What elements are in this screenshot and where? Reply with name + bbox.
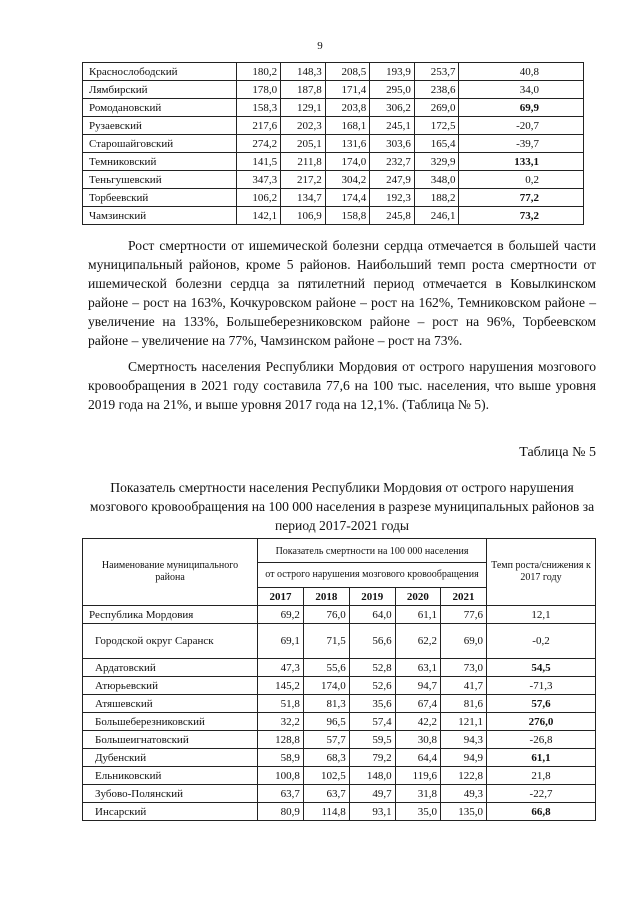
table-row — [83, 749, 596, 767]
value-cell: 68,3 — [303, 749, 349, 767]
value-cell: 217,6 — [236, 117, 281, 135]
value-cell: 62,2 — [395, 624, 440, 659]
year-header: 2019 — [349, 588, 395, 606]
value-cell: 94,9 — [441, 749, 487, 767]
value-cell: 217,2 — [281, 171, 326, 189]
table-row — [83, 63, 584, 81]
growth-rate-cell: 40,8 — [459, 63, 584, 81]
district-name: Чамзинский — [83, 207, 237, 225]
growth-rate-cell: 66,8 — [487, 803, 596, 821]
value-cell: 52,6 — [349, 677, 395, 695]
value-cell: 306,2 — [370, 99, 415, 117]
value-cell: 174,0 — [303, 677, 349, 695]
table-row — [83, 153, 584, 171]
value-cell: 51,8 — [258, 695, 304, 713]
value-cell: 329,9 — [414, 153, 459, 171]
district-name: Дубенский — [83, 749, 258, 767]
growth-rate-cell: 77,2 — [459, 189, 584, 207]
district-name: Зубово-Полянский — [83, 785, 258, 803]
value-cell: 55,6 — [303, 659, 349, 677]
value-cell: 121,1 — [441, 713, 487, 731]
value-cell: 348,0 — [414, 171, 459, 189]
value-cell: 67,4 — [395, 695, 440, 713]
value-cell: 56,6 — [349, 624, 395, 659]
value-cell: 148,3 — [281, 63, 326, 81]
paragraph-ihd: Рост смертности от ишемической болезни сердца отмечается в большей части муниципальный районов, кроме 5 районов. Наибольший темп роста смертности от ишемической болезни сердца за пятилетний период отмечается в Ковылкинском районе – рост на 163%, Кочкуровском районе – рост на 162%, Темниковском районе – увеличение на 133%, Большеберезниковском районе – рост на 96%, Торбеевском районе – увеличение на 77%, Чамзинском районе – рост на 73%. — [88, 238, 596, 348]
value-cell: 49,3 — [441, 785, 487, 803]
value-cell: 178,0 — [236, 81, 281, 99]
district-name: Большеберезниковский — [83, 713, 258, 731]
value-cell: 57,4 — [349, 713, 395, 731]
table-row — [83, 695, 596, 713]
table-row — [83, 171, 584, 189]
value-cell: 69,1 — [258, 624, 304, 659]
value-cell: 135,0 — [441, 803, 487, 821]
value-cell: 76,0 — [303, 606, 349, 624]
table-row — [83, 731, 596, 749]
paragraph-stroke: Смертность населения Республики Мордовия от острого нарушения мозгового кровообращения в 2021 году составила 77,6 на 100 тыс. населения, что выше уровня 2019 года на 21%, и выше уровня 2017 года на 12,1%. (Таблица № 5). — [88, 359, 596, 412]
table-5-body — [83, 606, 596, 821]
growth-rate-cell: 57,6 — [487, 695, 596, 713]
district-name: Ромодановский — [83, 99, 237, 117]
district-name: Рузаевский — [83, 117, 237, 135]
table-row — [83, 803, 596, 821]
value-cell: 59,5 — [349, 731, 395, 749]
value-cell: 245,8 — [370, 207, 415, 225]
value-cell: 303,6 — [370, 135, 415, 153]
value-cell: 35,6 — [349, 695, 395, 713]
district-name: Старошайговский — [83, 135, 237, 153]
table-row — [83, 785, 596, 803]
table-row — [83, 767, 596, 785]
growth-rate-cell: 69,9 — [459, 99, 584, 117]
value-cell: 208,5 — [325, 63, 370, 81]
district-name: Торбеевский — [83, 189, 237, 207]
value-cell: 69,0 — [441, 624, 487, 659]
value-cell: 106,9 — [281, 207, 326, 225]
table-title: Показатель смертности населения Республики Мордовия от острого нарушения мозгового кровообращения на 100 000 населения в разрезе муниципальных районов за период 2017-2021 годы — [89, 480, 595, 533]
growth-rate-cell: 12,1 — [487, 606, 596, 624]
mortality-table-continued — [82, 62, 584, 225]
value-cell: 253,7 — [414, 63, 459, 81]
value-cell: 96,5 — [303, 713, 349, 731]
value-cell: 232,7 — [370, 153, 415, 171]
growth-rate-cell: -0,2 — [487, 624, 596, 659]
value-cell: 122,8 — [441, 767, 487, 785]
district-name: Темниковский — [83, 153, 237, 171]
value-cell: 145,2 — [258, 677, 304, 695]
value-cell: 64,4 — [395, 749, 440, 767]
value-cell: 174,4 — [325, 189, 370, 207]
value-cell: 100,8 — [258, 767, 304, 785]
value-cell: 148,0 — [349, 767, 395, 785]
col-header-rate: Показатель смертности на 100 000 населения — [258, 539, 487, 563]
value-cell: 192,3 — [370, 189, 415, 207]
value-cell: 106,2 — [236, 189, 281, 207]
growth-rate-cell: -39,7 — [459, 135, 584, 153]
value-cell: 247,9 — [370, 171, 415, 189]
value-cell: 81,3 — [303, 695, 349, 713]
table-row — [83, 606, 596, 624]
table-5 — [82, 538, 596, 821]
value-cell: 102,5 — [303, 767, 349, 785]
table-body-continued — [83, 63, 584, 225]
value-cell: 32,2 — [258, 713, 304, 731]
year-header: 2020 — [395, 588, 440, 606]
value-cell: 61,1 — [395, 606, 440, 624]
value-cell: 31,8 — [395, 785, 440, 803]
value-cell: 64,0 — [349, 606, 395, 624]
value-cell: 52,8 — [349, 659, 395, 677]
value-cell: 58,9 — [258, 749, 304, 767]
table-row — [83, 677, 596, 695]
value-cell: 114,8 — [303, 803, 349, 821]
year-header: 2018 — [303, 588, 349, 606]
district-name: Ардатовский — [83, 659, 258, 677]
table-row — [83, 713, 596, 731]
growth-rate-cell: 276,0 — [487, 713, 596, 731]
value-cell: 165,4 — [414, 135, 459, 153]
growth-rate-cell: 73,2 — [459, 207, 584, 225]
district-name: Атяшевский — [83, 695, 258, 713]
value-cell: 94,7 — [395, 677, 440, 695]
value-cell: 142,1 — [236, 207, 281, 225]
district-name: Инсарский — [83, 803, 258, 821]
growth-rate-cell: -26,8 — [487, 731, 596, 749]
growth-rate-cell: 133,1 — [459, 153, 584, 171]
value-cell: 63,1 — [395, 659, 440, 677]
page-number: 9 — [317, 40, 323, 52]
year-header: 2021 — [441, 588, 487, 606]
value-cell: 79,2 — [349, 749, 395, 767]
growth-rate-cell: 0,2 — [459, 171, 584, 189]
value-cell: 168,1 — [325, 117, 370, 135]
value-cell: 71,5 — [303, 624, 349, 659]
value-cell: 238,6 — [414, 81, 459, 99]
table-row — [83, 99, 584, 117]
growth-rate-cell: -22,7 — [487, 785, 596, 803]
growth-rate-cell: -71,3 — [487, 677, 596, 695]
value-cell: 80,9 — [258, 803, 304, 821]
col-header-cause: от острого нарушения мозгового кровообращения — [258, 563, 487, 588]
value-cell: 188,2 — [414, 189, 459, 207]
value-cell: 295,0 — [370, 81, 415, 99]
value-cell: 129,1 — [281, 99, 326, 117]
value-cell: 42,2 — [395, 713, 440, 731]
table-row — [83, 135, 584, 153]
value-cell: 69,2 — [258, 606, 304, 624]
value-cell: 63,7 — [303, 785, 349, 803]
value-cell: 202,3 — [281, 117, 326, 135]
district-name: Городской округ Саранск — [83, 624, 258, 659]
table-row — [83, 624, 596, 659]
value-cell: 203,8 — [325, 99, 370, 117]
value-cell: 35,0 — [395, 803, 440, 821]
district-name: Республика Мордовия — [83, 606, 258, 624]
value-cell: 187,8 — [281, 81, 326, 99]
value-cell: 246,1 — [414, 207, 459, 225]
value-cell: 245,1 — [370, 117, 415, 135]
col-header-name: Наименование муниципального района — [83, 539, 258, 606]
value-cell: 93,1 — [349, 803, 395, 821]
value-cell: 57,7 — [303, 731, 349, 749]
growth-rate-cell: 21,8 — [487, 767, 596, 785]
table-row — [83, 189, 584, 207]
district-name: Ельниковский — [83, 767, 258, 785]
growth-rate-cell: 54,5 — [487, 659, 596, 677]
year-header: 2017 — [258, 588, 304, 606]
col-header-temp: Темп роста/снижения к 2017 году — [487, 539, 596, 606]
growth-rate-cell: 61,1 — [487, 749, 596, 767]
value-cell: 174,0 — [325, 153, 370, 171]
value-cell: 158,8 — [325, 207, 370, 225]
value-cell: 193,9 — [370, 63, 415, 81]
value-cell: 63,7 — [258, 785, 304, 803]
district-name: Атюрьевский — [83, 677, 258, 695]
value-cell: 141,5 — [236, 153, 281, 171]
growth-rate-cell: 34,0 — [459, 81, 584, 99]
growth-rate-cell: -20,7 — [459, 117, 584, 135]
value-cell: 128,8 — [258, 731, 304, 749]
value-cell: 49,7 — [349, 785, 395, 803]
value-cell: 171,4 — [325, 81, 370, 99]
value-cell: 41,7 — [441, 677, 487, 695]
table-label: Таблица № 5 — [519, 445, 596, 460]
value-cell: 304,2 — [325, 171, 370, 189]
value-cell: 30,8 — [395, 731, 440, 749]
value-cell: 158,3 — [236, 99, 281, 117]
table-row — [83, 117, 584, 135]
district-name: Теньгушевский — [83, 171, 237, 189]
table-row — [83, 659, 596, 677]
district-name: Краснослободский — [83, 63, 237, 81]
value-cell: 180,2 — [236, 63, 281, 81]
table-row — [83, 207, 584, 225]
district-name: Большеигнатовский — [83, 731, 258, 749]
value-cell: 274,2 — [236, 135, 281, 153]
value-cell: 81,6 — [441, 695, 487, 713]
value-cell: 172,5 — [414, 117, 459, 135]
table-row — [83, 81, 584, 99]
value-cell: 77,6 — [441, 606, 487, 624]
value-cell: 73,0 — [441, 659, 487, 677]
value-cell: 211,8 — [281, 153, 326, 171]
district-name: Лямбирский — [83, 81, 237, 99]
value-cell: 205,1 — [281, 135, 326, 153]
value-cell: 131,6 — [325, 135, 370, 153]
value-cell: 269,0 — [414, 99, 459, 117]
value-cell: 94,3 — [441, 731, 487, 749]
value-cell: 347,3 — [236, 171, 281, 189]
value-cell: 119,6 — [395, 767, 440, 785]
value-cell: 134,7 — [281, 189, 326, 207]
value-cell: 47,3 — [258, 659, 304, 677]
